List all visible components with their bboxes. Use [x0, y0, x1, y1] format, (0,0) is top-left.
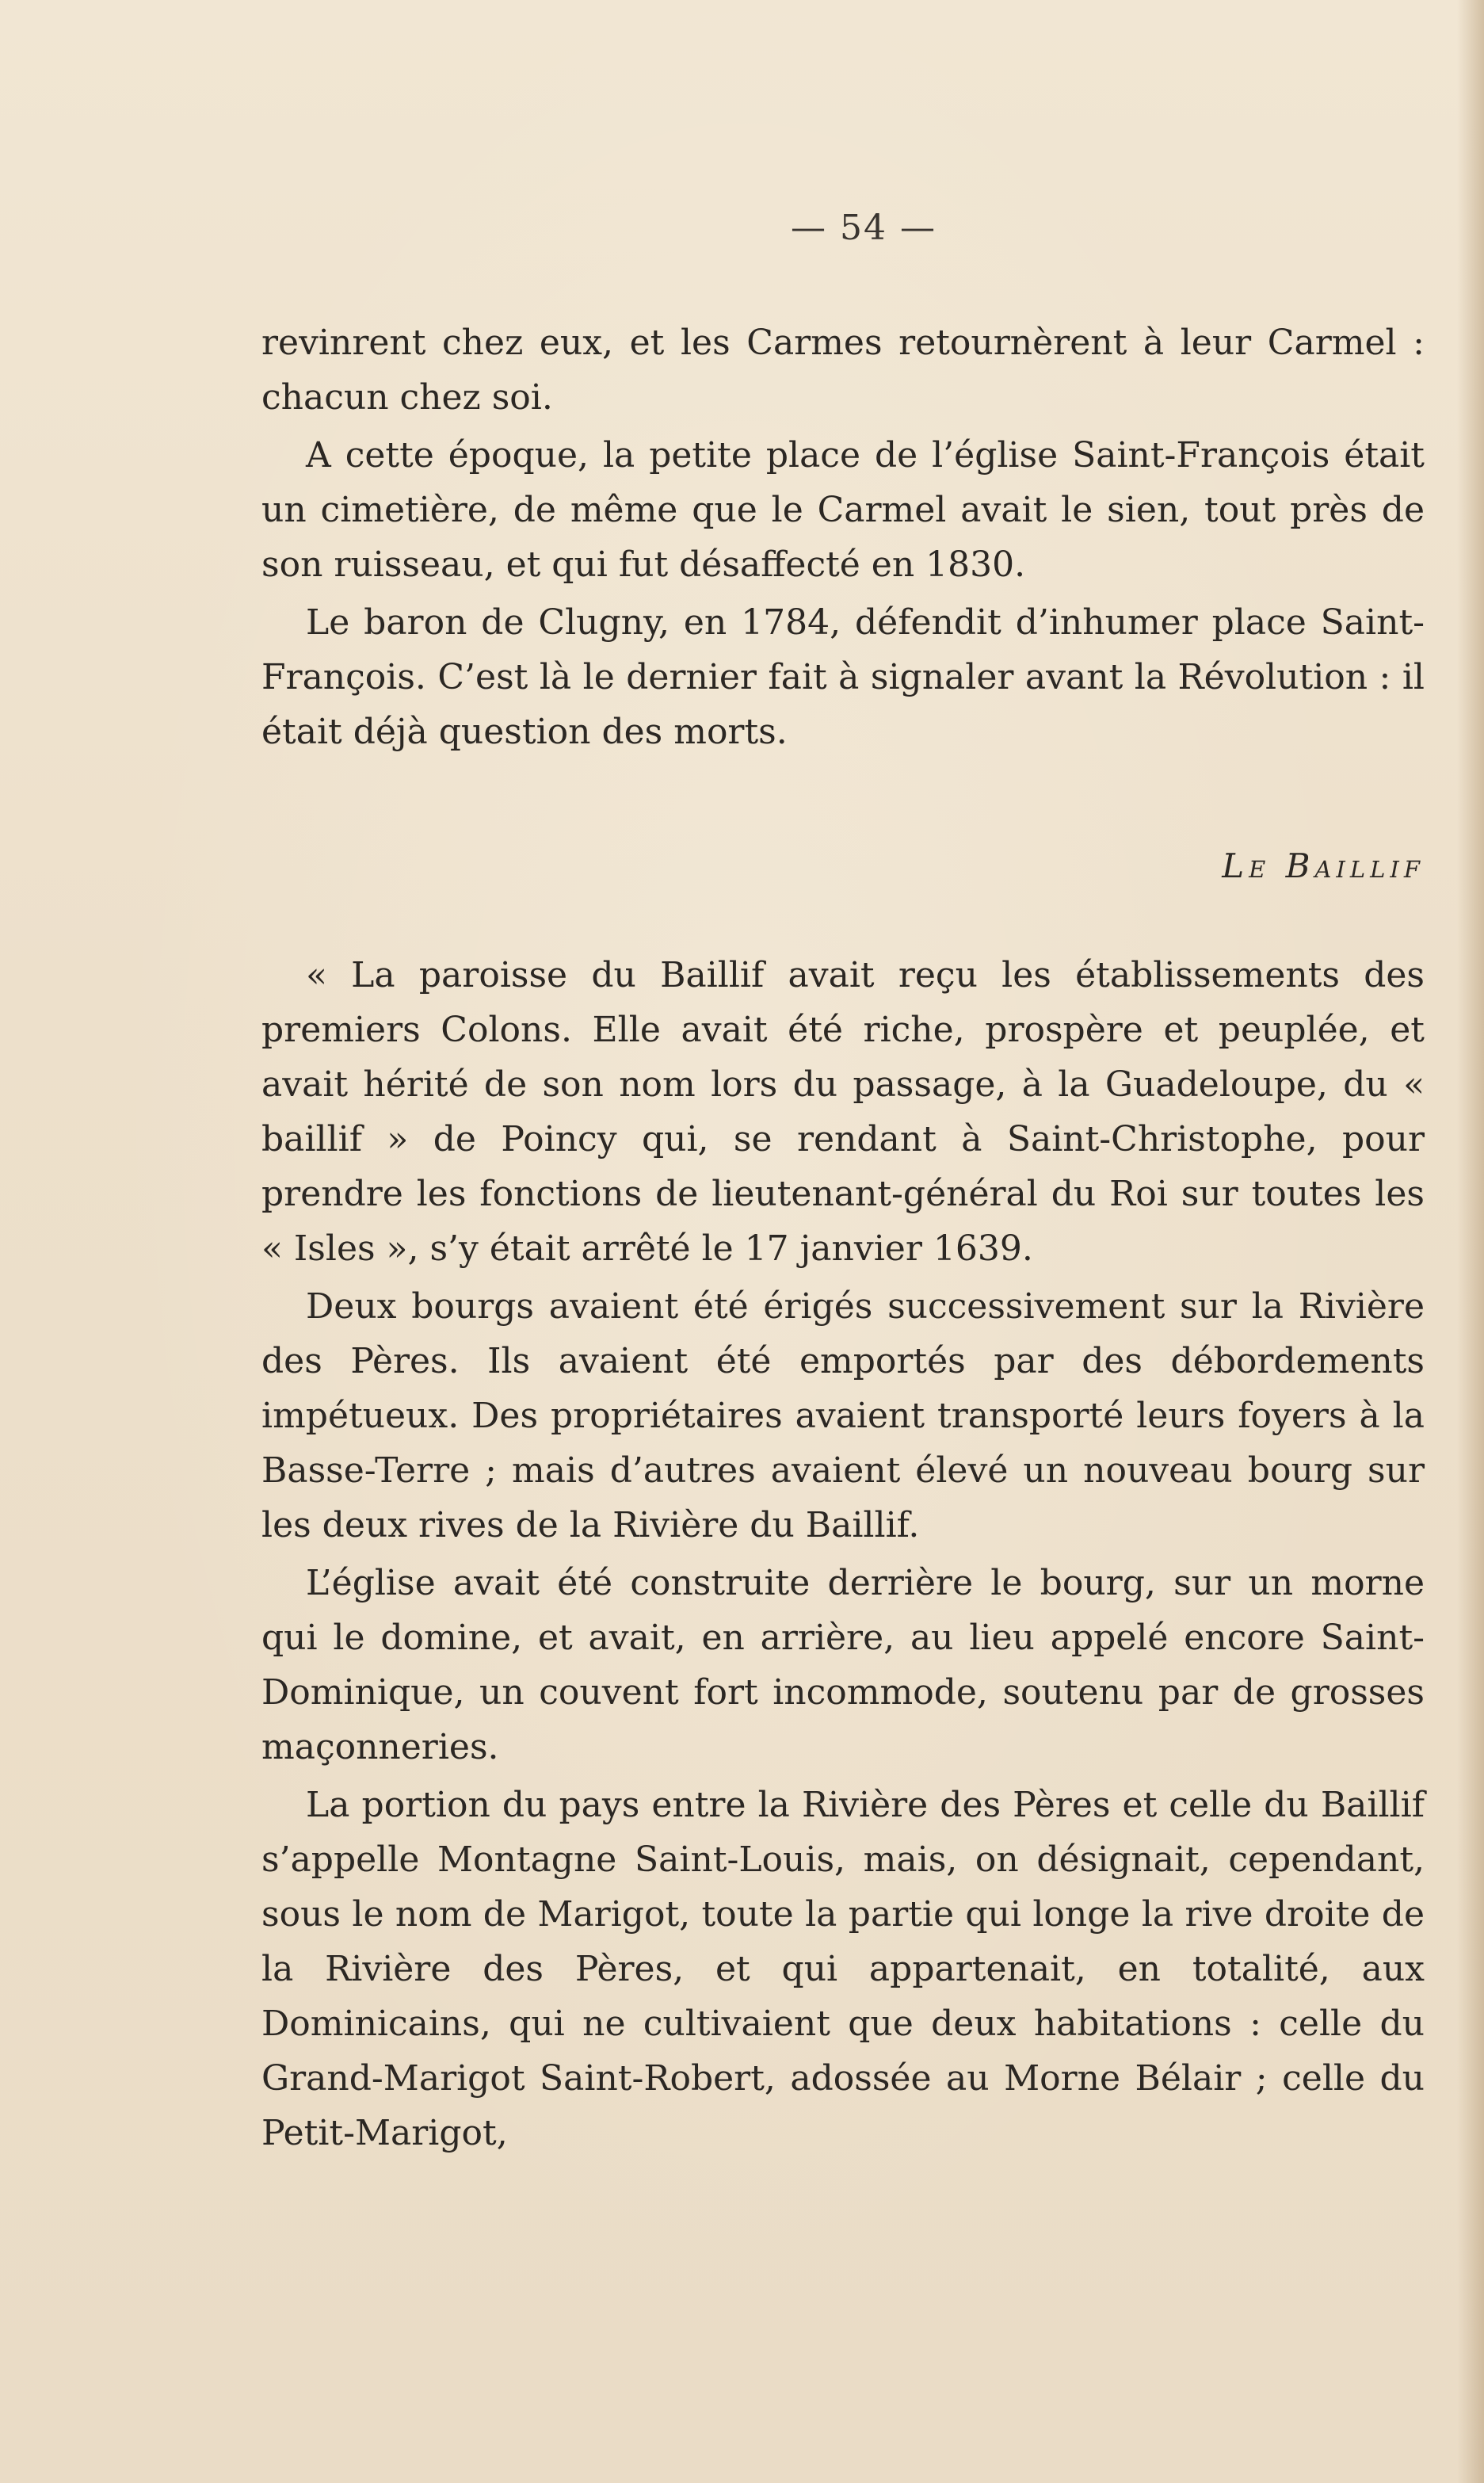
section-heading: Le Baillif	[1222, 846, 1425, 885]
text-block-top	[261, 315, 1425, 762]
paragraph: revinrent chez eux, et les Carmes retournèrent à leur Carmel : chacun chez soi.	[261, 323, 1425, 418]
paragraph: La portion du pays entre la Rivière des Pères et celle du Baillif s’appelle Montagne Saint-Louis, mais, on désignait, cependant, sous le nom de Marigot, toute la partie qui longe la rive droite de la Rivière des Pères, et qui appartenait, en totalité, aux Dominicains, qui ne cultivaient que deux habitations : celle du Grand-Marigot Saint-Robert, adossée au Morne Bélair ; celle du Petit-Marigot,	[261, 1785, 1425, 2153]
paragraph: « La paroisse du Baillif avait reçu les établissements des premiers Colons. Elle avait été riche, prospère et peuplée, et avait hérité de son nom lors du passage, à la Guadeloupe, du « baillif » de Poincy qui, se rendant à Saint-Christophe, pour prendre les fonctions de lieutenant-général du Roi sur toutes les « Isles », s’y était arrêté le 17 janvier 1639.	[261, 955, 1425, 1269]
page-number: — 54 —	[791, 208, 937, 248]
page-edge-shadow	[1457, 0, 1484, 2483]
paragraph: Deux bourgs avaient été érigés successivement sur la Rivière des Pères. Ils avaient été emportés par des débordements impétueux. Des propriétaires avaient transporté leurs foyers à la Basse-Terre ; mais d’autres avaient élevé un nouveau bourg sur les deux rives de la Rivière du Baillif.	[261, 1286, 1425, 1545]
paragraph: Le baron de Clugny, en 1784, défendit d’inhumer place Saint-François. C’est là le dernier fait à signaler avant la Révolution : il était déjà question des morts.	[261, 602, 1425, 752]
paragraph: L’église avait été construite derrière le bourg, sur un morne qui le domine, et avait, en arrière, au lieu appelé encore Saint-Dominique, un couvent fort incommode, soutenu par de grosses maçonneries.	[261, 1563, 1425, 1767]
text-block-bottom	[261, 948, 1425, 2164]
paragraph: A cette époque, la petite place de l’église Saint-François était un cimetière, de même que le Carmel avait le sien, tout près de son ruisseau, et qui fut désaffecté en 1830.	[261, 435, 1425, 585]
